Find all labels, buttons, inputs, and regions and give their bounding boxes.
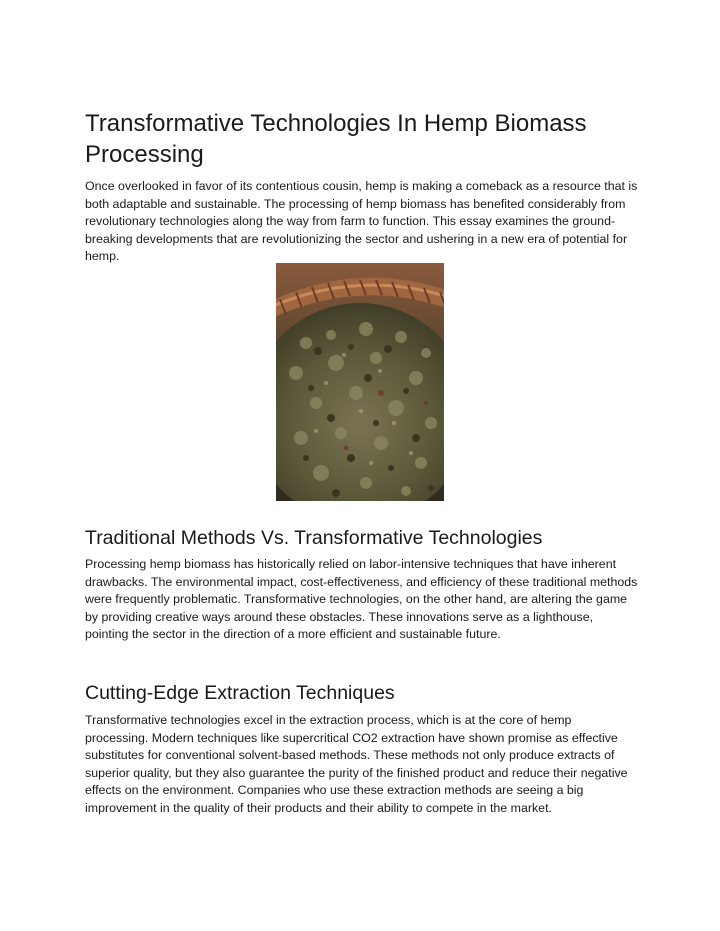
hemp-biomass-illustration xyxy=(276,263,444,501)
hemp-biomass-photo xyxy=(276,263,444,501)
section-body-traditional-methods: Processing hemp biomass has historically relied on labor-intensive techniques that have inherent drawbacks. The environmental impact, cost-effectiveness, and efficiency of these traditional methods were frequently problematic. Transformative technologies, on the other hand, are altering the game by providing creative ways around these obstacles. These innovations serve as a lighthouse, pointing the sector in the direction of a more efficient and sustainable future. xyxy=(85,557,638,642)
section-body-extraction-techniques: Transformative technologies excel in the extraction process, which is at the core of hemp processing. Modern techniques like supercritical CO2 extraction have shown promise as effective substitutes for conventional solvent-based methods. These methods not only produce extracts of superior quality, but they also guarantee the purity of the finished product and reduce their negative effects on the environment. Companies who use these extraction methods are seeing a big improvement in the quality of their products and their ability to compete in the market. xyxy=(85,713,628,815)
document-title: Transformative Technologies In Hemp Biomass Processing xyxy=(85,110,587,168)
section-heading-traditional-methods: Traditional Methods Vs. Transformative Technologies xyxy=(85,527,543,549)
intro-paragraph: Once overlooked in favor of its contentious cousin, hemp is making a comeback as a resource that is both adaptable and sustainable. The processing of hemp biomass has benefited considerably from revolutionary technologies along the way from farm to function. This essay examines the ground-breaking developments that are revolutionizing the sector and ushering in a new era of potential for hemp. xyxy=(85,179,638,264)
biomass-pile xyxy=(276,303,444,501)
section-heading-extraction-techniques: Cutting-Edge Extraction Techniques xyxy=(85,682,395,704)
